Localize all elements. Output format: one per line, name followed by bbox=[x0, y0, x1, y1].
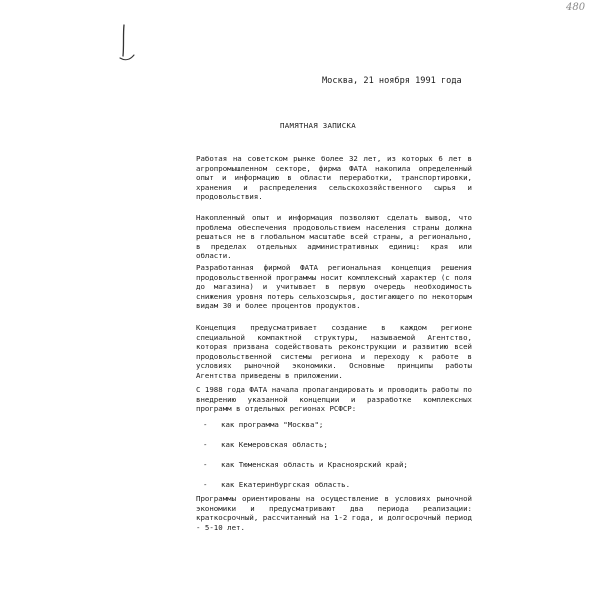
list-item-text: как Кемеровская область; bbox=[221, 440, 328, 449]
list-item bbox=[203, 460, 408, 470]
list-dash: - bbox=[203, 420, 208, 429]
paragraph-text: С 1988 года ФАТА начала пропагандировать и проводить работы по внедрению указанной концепции и разработке комплексных программ в отдельных регионах РСФСР: bbox=[196, 385, 472, 414]
paragraph-4 bbox=[196, 323, 472, 381]
paragraph-2 bbox=[196, 213, 472, 261]
list-item bbox=[203, 420, 323, 430]
list-item bbox=[203, 480, 350, 490]
list-item bbox=[203, 440, 328, 450]
paragraph-5 bbox=[196, 385, 472, 414]
paragraph-1 bbox=[196, 154, 472, 202]
closing-paragraph bbox=[196, 494, 472, 532]
list-dash: - bbox=[203, 480, 208, 489]
paragraph-text: Программы ориентированы на осуществление в условиях рыночной экономики и предусматривают два периода реализации: краткосрочный, рассчитанный на 1-2 года, и долгосрочный период - 5-10 лет. bbox=[196, 494, 472, 532]
paragraph-text: Накопленный опыт и информация позволяют сделать вывод, что проблема обеспечения продовольствием населения страны должна решаться не в глобальном масштабе всей страны, а регионально, в пределах отдельных административных единиц: края или области. bbox=[196, 213, 472, 261]
archive-number: 480 bbox=[566, 2, 586, 13]
paragraph-3 bbox=[196, 263, 472, 311]
paragraph-text: Работая на советском рынке более 32 лет, из которых 6 лет в агропромышленном секторе, фирма ФАТА накопила определенный опыт и информацию в области переработки, транспортировки, хранения и распределения сельскохозяйственного сырья и продовольствия. bbox=[196, 154, 472, 202]
list-item-text: как Тюменская область и Красноярский край; bbox=[221, 460, 408, 469]
paragraph-text: Разработанная фирмой ФАТА региональная концепция решения продовольственной программы носит комплексный характер (с поля до магазина) и учитывает в первую очередь необходимость снижения уровня потерь сельхозсырья, достигающего по некоторым видам 30 и более процентов продуктов. bbox=[196, 263, 472, 311]
document-title: ПАМЯТНАЯ ЗАПИСКА bbox=[280, 121, 356, 130]
list-dash: - bbox=[203, 440, 208, 449]
list-item-text: как Екатеринбургская область. bbox=[221, 480, 351, 489]
paragraph-text: Концепция предусматривает создание в каждом регионе специальной компактной структуры, называемой Агентство, которая призвана содействовать реконструкции и развитию всей продовольственной системы региона и переходу к работе в условиях рыночной экономики. Основные принципы работы Агентства приведены в приложении. bbox=[196, 323, 472, 380]
place-date: Москва, 21 ноября 1991 года bbox=[322, 76, 462, 86]
handwritten-mark bbox=[116, 22, 138, 66]
list-item-text: как программа "Москва"; bbox=[221, 420, 324, 429]
list-dash: - bbox=[203, 460, 208, 469]
